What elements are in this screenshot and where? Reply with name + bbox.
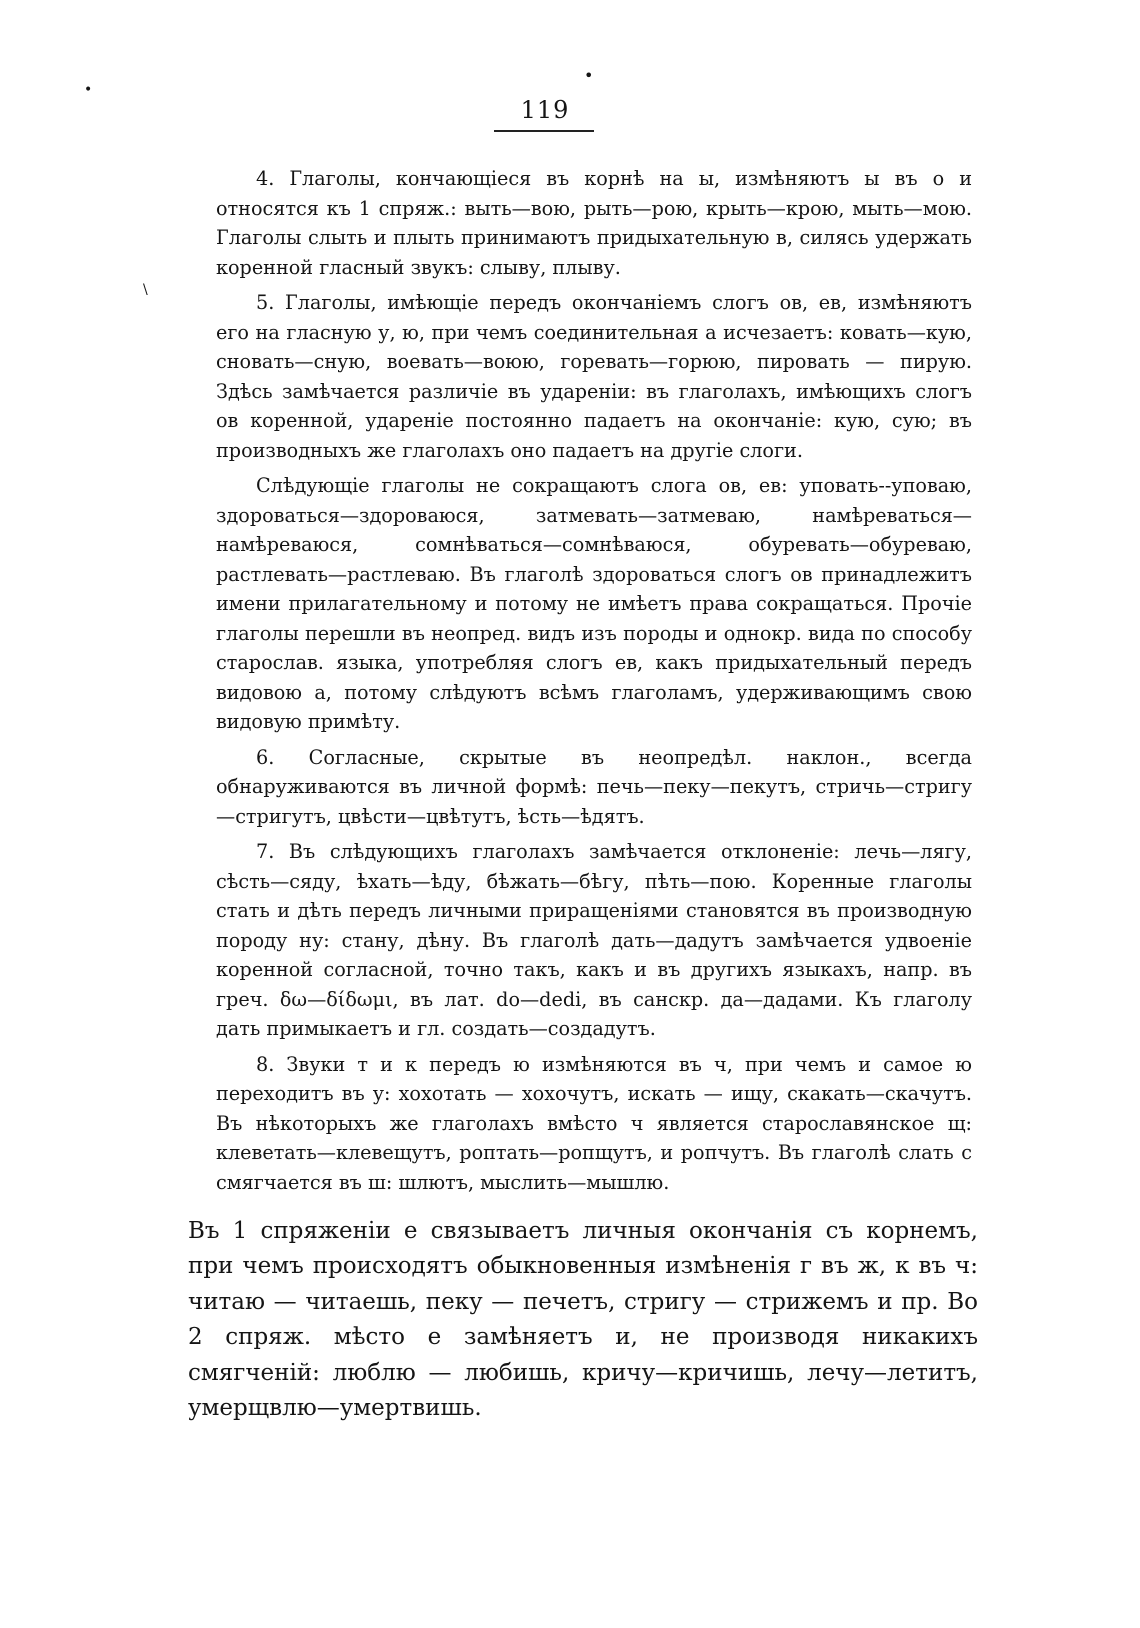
- ink-speck: •: [584, 66, 594, 85]
- note-4: 4. Глаголы, кончающiеся въ корнѣ на ы, измѣняютъ ы въ о и относятся къ 1 спряж.: выть—вою, рыть—рою, крыть—крою, мыть—мою. Глаголы слыть и плыть принимаютъ придыхательную в, силясь удержать коренной гласный звукъ: слыву, плыву.: [216, 167, 972, 279]
- main-paragraph-section: [188, 1214, 978, 1426]
- ink-speck: \: [143, 282, 148, 298]
- main-paragraph: Въ 1 спряженiи е связываетъ личныя окончанiя съ корнемъ, при чемъ происходятъ обыкновенныя измѣненiя г въ ж, к въ ч: читаю — читаешь, пеку — печетъ, стригу — стрижемъ и пр. Во 2 спряж. мѣсто е замѣняетъ и, не производя никакихъ смягченiй: люблю — любишь, кричу—кричишь, лечу—летитъ, умерщвлю—умертвишь.: [188, 1218, 978, 1422]
- note-6: 6. Согласные, скрытые въ неопредѣл. наклон., всегда обнаруживаются въ личной формѣ: печь—пеку—пекутъ, стричь—стригу—стригутъ, цвѣсти—цвѣтутъ, ѣсть—ѣдятъ.: [216, 745, 972, 828]
- note-5: 5. Глаголы, имѣющiе передъ окончанiемъ слогъ ов, ев, измѣняютъ его на гласную у, ю, при чемъ соединительная а исчезаетъ: ковать—кую, сновать—сную, воевать—воюю, горевать—горюю, пировать — пирую. Здѣсь замѣчается различiе въ удареніи: въ глаголахъ, имѣющихъ слогъ ов коренной, удареніе постоянно падаетъ на окончаніе: кую, сую; въ производныхъ же глаголахъ оно падаетъ на другiе слоги.: [216, 291, 972, 462]
- note-5-continued: Слѣдующiе глаголы не сокращаютъ слога ов, ев: уповать--уповаю, здороваться—здороваюся, затмевать—затмеваю, намѣреваться—намѣреваюся, сомнѣваться—сомнѣваюся, обуревать—обуреваю, растлевать—растлеваю. Въ глаголѣ здороваться слогъ ов принадлежитъ имени прилагательному и потому не имѣетъ права сокращаться. Прочiе глаголы перешли въ неопред. видъ изъ породы и однокр. вида по способу старослав. языка, употребляя слогъ ев, какъ придыхательный передъ видовою а, потому слѣдуютъ всѣмъ глаголамъ, удерживающимъ свою видовую примѣту.: [216, 474, 972, 733]
- page-number: 119: [520, 96, 570, 124]
- note-8: 8. Звуки т и к передъ ю измѣняются въ ч, при чемъ и самое ю переходитъ въ у: хохотать — хохочутъ, искать — ищу, скакать—скачутъ. Въ нѣкоторыхъ же глаголахъ вмѣсто ч является старославянское щ: клеветать—клевещутъ, роптать—ропщутъ, и ропчутъ. Въ глаголѣ слать с смягчается въ ш: шлютъ, мыслить—мышлю.: [216, 1052, 972, 1194]
- page-number-rule: [494, 130, 594, 132]
- ink-speck: •: [84, 82, 93, 98]
- notes-section: [216, 164, 972, 1203]
- note-7: 7. Въ слѣдующихъ глаголахъ замѣчается отклоненіе: лечь—лягу, сѣсть—сяду, ѣхать—ѣду, бѣжать—бѣгу, пѣть—пою. Коренные глаголы стать и дѣть передъ личными приращенiями становятся въ производную породу ну: стану, дѣну. Въ глаголѣ дать—дадутъ замѣчается удвоенiе коренной согласной, точно такъ, какъ и въ другихъ языкахъ, напр. въ греч. δω—δίδωμι, въ лат. do—dedi, въ санскр. да—дадами. Къ глаголу дать примыкаетъ и гл. создать—создадутъ.: [216, 840, 972, 1040]
